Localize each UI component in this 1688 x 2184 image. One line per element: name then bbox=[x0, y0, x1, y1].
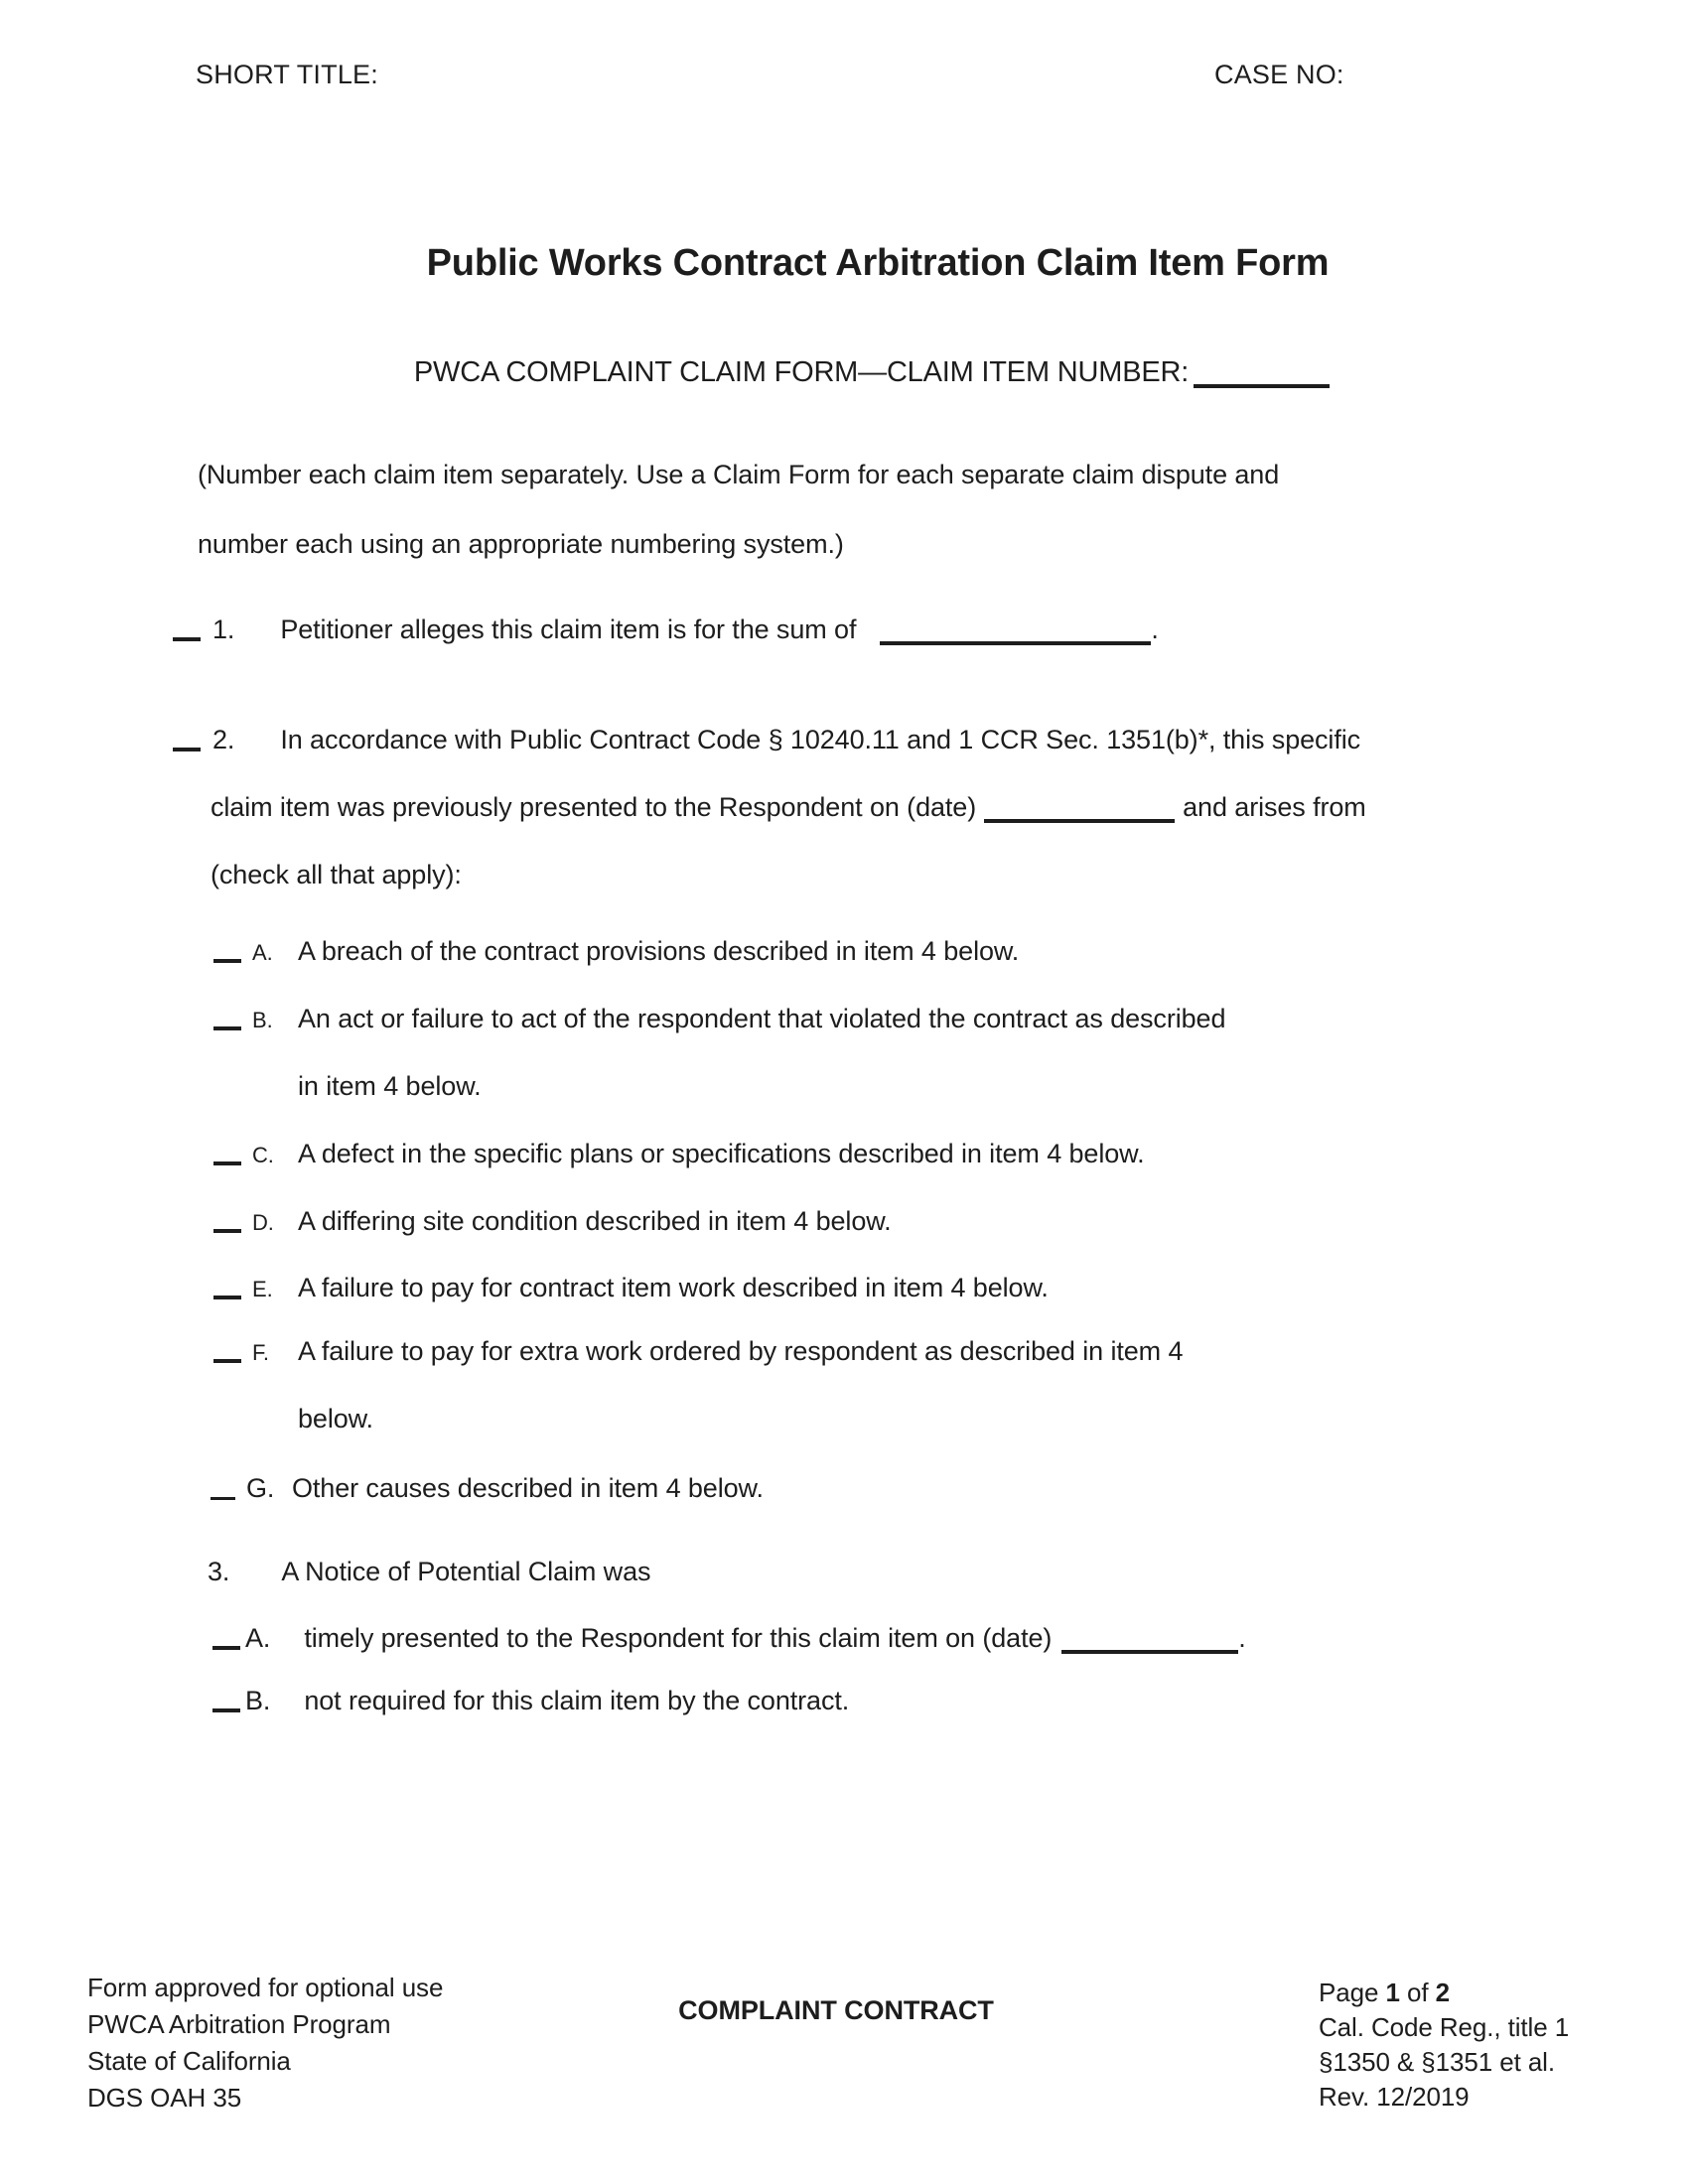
footer-page-of: of bbox=[1406, 1978, 1429, 2007]
item-3-option-a-checkline[interactable] bbox=[212, 1646, 240, 1650]
option-a-checkline[interactable] bbox=[213, 959, 241, 963]
option-c-text: A defect in the specific plans or specifications described in item 4 below. bbox=[298, 1139, 1145, 1168]
option-g-line bbox=[211, 1475, 764, 1502]
option-c-checkline[interactable] bbox=[213, 1161, 241, 1165]
option-c-label: C. bbox=[252, 1143, 274, 1167]
item-1-amount-blank[interactable] bbox=[880, 641, 1151, 645]
option-f-line-2: below. bbox=[298, 1404, 373, 1433]
intro-line-2: number each using an appropriate numbering system.) bbox=[198, 529, 844, 559]
footer-page-total: 2 bbox=[1435, 1978, 1450, 2007]
footer-form-number: DGS OAH 35 bbox=[87, 2083, 242, 2113]
option-b-label: B. bbox=[252, 1008, 273, 1032]
subtitle-label: PWCA COMPLAINT CLAIM FORM—CLAIM ITEM NUMBER: bbox=[413, 356, 1190, 388]
option-g-label: G. bbox=[246, 1473, 275, 1503]
item-2-line-1 bbox=[173, 727, 1360, 753]
item-3-text: A Notice of Potential Claim was bbox=[281, 1557, 651, 1586]
footer-program-line: PWCA Arbitration Program bbox=[87, 2009, 391, 2039]
option-e-line bbox=[213, 1275, 1049, 1301]
footer-page-current: 1 bbox=[1385, 1978, 1400, 2007]
option-f-line-1 bbox=[213, 1338, 1183, 1365]
item-3-option-b-label: B. bbox=[245, 1686, 271, 1715]
option-d-label: D. bbox=[252, 1210, 274, 1235]
option-c-line bbox=[213, 1141, 1144, 1167]
option-a-text: A breach of the contract provisions described in item 4 below. bbox=[298, 936, 1020, 966]
item-3-option-b-text: not required for this claim item by the contract. bbox=[304, 1686, 850, 1715]
item-1-period: . bbox=[1151, 614, 1159, 644]
item-3-option-a-text: timely presented to the Respondent for this claim item on (date) bbox=[304, 1623, 1053, 1653]
footer-left-block bbox=[87, 1970, 443, 2116]
short-title-label: SHORT TITLE: bbox=[196, 60, 378, 89]
item-3-option-b-checkline[interactable] bbox=[212, 1708, 240, 1712]
item-2-number: 2. bbox=[212, 725, 235, 754]
item-3-option-a-date-blank[interactable] bbox=[1061, 1650, 1238, 1654]
item-3-line bbox=[208, 1559, 650, 1585]
option-d-text: A differing site condition described in item 4 below. bbox=[298, 1206, 892, 1236]
claim-item-number-blank[interactable] bbox=[1194, 384, 1330, 388]
item-2-text-2: claim item was previously presented to the Respondent on (date) bbox=[211, 792, 977, 822]
option-b-line-2: in item 4 below. bbox=[298, 1071, 482, 1101]
item-2-line-2 bbox=[211, 794, 1366, 823]
option-f-checkline[interactable] bbox=[213, 1359, 241, 1363]
item-3-option-a-period: . bbox=[1238, 1623, 1246, 1653]
footer-document-type: COMPLAINT CONTRACT bbox=[678, 1995, 994, 2025]
footer-code-reg-line: Cal. Code Reg., title 1 bbox=[1319, 2012, 1570, 2042]
option-d-line bbox=[213, 1208, 892, 1235]
option-g-checkline[interactable] bbox=[211, 1497, 235, 1500]
item-2-text-3: and arises from bbox=[1183, 792, 1366, 822]
case-no-label: CASE NO: bbox=[1214, 60, 1344, 89]
item-3-number: 3. bbox=[208, 1557, 230, 1586]
item-1-checkline[interactable] bbox=[173, 637, 201, 641]
item-1-line bbox=[173, 616, 1159, 645]
form-title: Public Works Contract Arbitration Claim Item Form bbox=[426, 242, 1330, 284]
option-a-label: A. bbox=[252, 940, 273, 965]
footer-revision-line: Rev. 12/2019 bbox=[1319, 2082, 1470, 2112]
footer-state-line: State of California bbox=[87, 2046, 291, 2076]
footer-page-prefix: Page bbox=[1319, 1978, 1379, 2007]
option-f-text-1: A failure to pay for extra work ordered by respondent as described in item 4 bbox=[298, 1336, 1184, 1366]
footer-approved-line: Form approved for optional use bbox=[87, 1973, 444, 2002]
option-g-text: Other causes described in item 4 below. bbox=[292, 1473, 764, 1503]
option-a-line bbox=[213, 938, 1019, 965]
option-b-text-1: An act or failure to act of the respondent that violated the contract as described bbox=[298, 1004, 1226, 1033]
intro-line-1: (Number each claim item separately. Use a Claim Form for each separate claim dispute and bbox=[198, 460, 1280, 489]
footer-right-block bbox=[1319, 1976, 1569, 2115]
option-b-checkline[interactable] bbox=[213, 1026, 241, 1030]
option-f-label: F. bbox=[252, 1340, 269, 1365]
item-2-checkline[interactable] bbox=[173, 748, 201, 751]
item-1-number: 1. bbox=[212, 614, 235, 644]
item-3-option-b-line bbox=[212, 1688, 849, 1714]
option-d-checkline[interactable] bbox=[213, 1229, 241, 1233]
item-2-line-3: (check all that apply): bbox=[211, 860, 462, 889]
item-2-text-1: In accordance with Public Contract Code § 10240.11 and 1 CCR Sec. 1351(b)*, this specific bbox=[280, 725, 1361, 754]
item-3-option-a-label: A. bbox=[245, 1623, 271, 1653]
item-2-date-blank[interactable] bbox=[984, 819, 1175, 823]
subtitle-row bbox=[56, 358, 1688, 388]
item-1-text: Petitioner alleges this claim item is for the sum of bbox=[280, 614, 857, 644]
option-e-checkline[interactable] bbox=[213, 1296, 241, 1299]
item-3-option-a-line bbox=[212, 1625, 1246, 1654]
footer-sections-line: §1350 & §1351 et al. bbox=[1319, 2047, 1555, 2077]
footer-page-number bbox=[1319, 1976, 1569, 2010]
option-e-text: A failure to pay for contract item work described in item 4 below. bbox=[298, 1273, 1049, 1302]
option-b-line-1 bbox=[213, 1006, 1225, 1032]
option-e-label: E. bbox=[252, 1277, 273, 1301]
